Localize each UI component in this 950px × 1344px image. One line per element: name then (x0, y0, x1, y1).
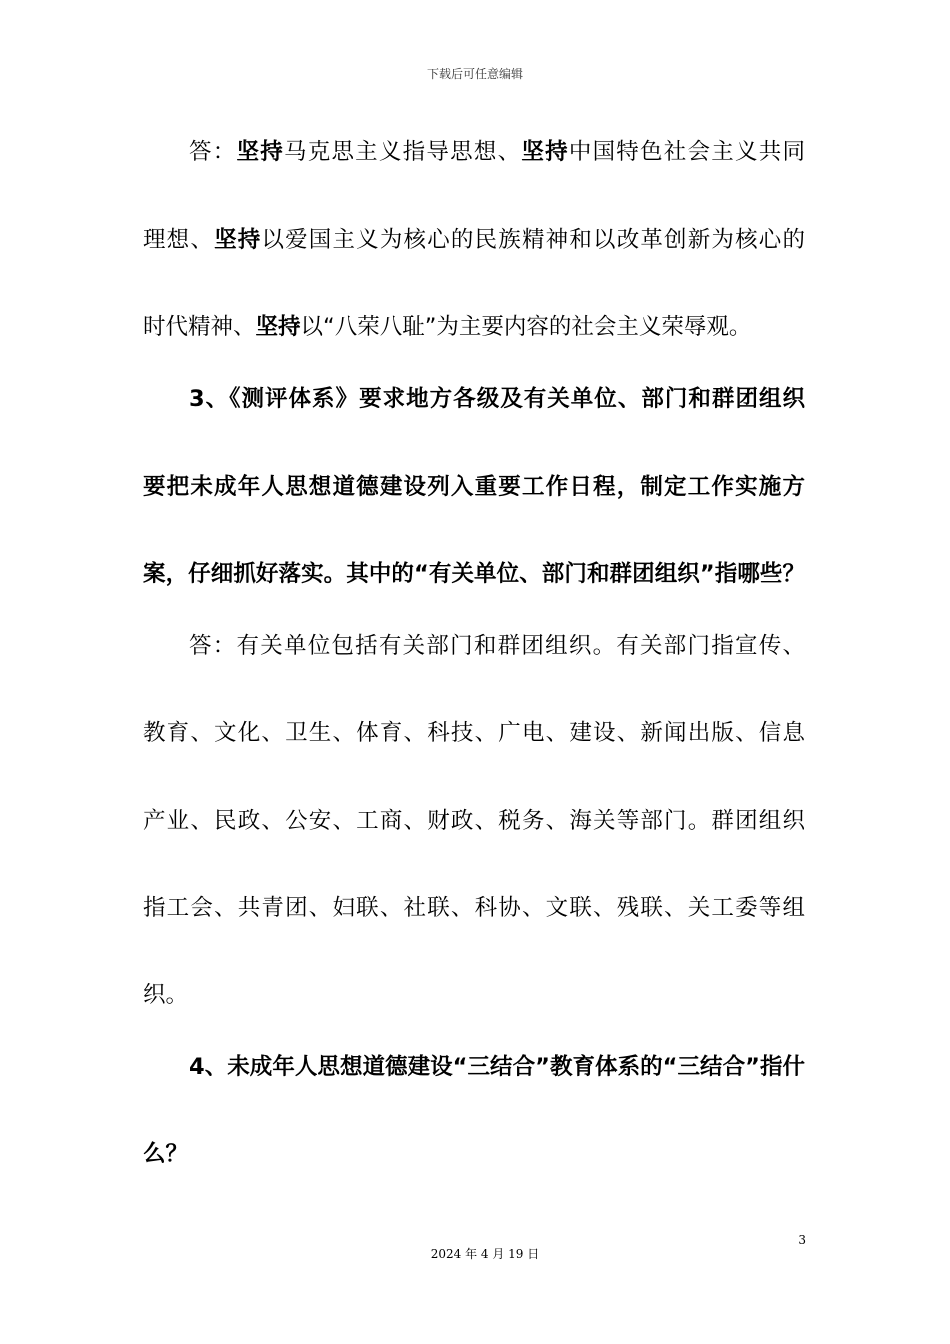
page-header: 下载后可任意编辑 (426, 67, 523, 81)
question-4-line-1: 4、未成年人思想道德建设“三结合”教育体系的“三结合”指什 (189, 1054, 805, 1080)
answer-3-line-4: 指工会、共青团、妇联、社联、科协、文联、残联、关工委等组 (143, 895, 805, 921)
question-3-line-2: 要把未成年人思想道德建设列入重要工作日程，制定工作实施方 (143, 474, 805, 500)
answer-1-keyword: 坚持 (236, 139, 284, 165)
answer-1-text: 理想、 (143, 227, 215, 253)
answer-1-text: 马克思主义指导思想、 (283, 139, 522, 165)
answer-1-keyword: 坚持 (521, 139, 569, 165)
question-3-line-1: 3、《测评体系》要求地方各级及有关单位、部门和群团组织 (189, 386, 805, 412)
question-4-line-2: 么？ (143, 1141, 189, 1167)
answer-1-keyword: 坚持 (255, 314, 301, 340)
footer-date: 2024 年 4 月 19 日 (430, 1247, 540, 1261)
answer-3-line-3: 产业、民政、公安、工商、财政、税务、海关等部门。群团组织 (143, 808, 805, 834)
answer-1-text: 时代精神、 (143, 314, 256, 340)
answer-3-line-5: 织。 (143, 982, 189, 1008)
answer-1-line-3 (143, 312, 805, 342)
page-number: 3 (798, 1233, 806, 1247)
question-3-line-3: 案，仔细抓好落实。其中的“有关单位、部门和群团组织”指哪些？ (143, 561, 805, 587)
answer-1-text: 以“八荣八耻”为主要内容的社会主义荣辱观。 (300, 314, 752, 340)
answer-3-line-1: 答：有关单位包括有关部门和群团组织。有关部门指宣传、 (189, 633, 805, 659)
answer-1-line-2 (143, 225, 805, 255)
answer-1-text: 答： (189, 139, 237, 165)
answer-1-keyword: 坚持 (214, 227, 262, 253)
answer-1-text: 中国特色社会主义共同 (568, 139, 805, 165)
answer-1-text: 以爱国主义为核心的民族精神和以改革创新为核心的 (261, 227, 805, 253)
answer-3-line-2: 教育、文化、卫生、体育、科技、广电、建设、新闻出版、信息 (143, 720, 805, 746)
answer-1-line-1 (143, 137, 805, 167)
